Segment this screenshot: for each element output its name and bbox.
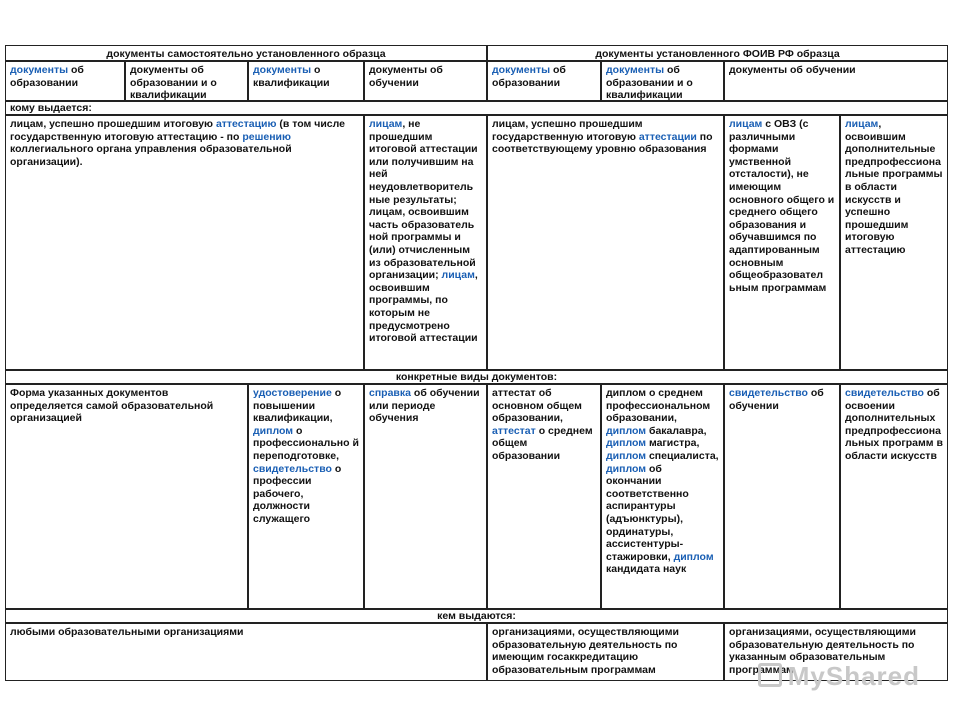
- logo-square-icon: [758, 663, 782, 687]
- issued-by-fed-accred: организациями, осуществляющими образовательную деятельность по имеющим госаккредитацию образовательным программам: [487, 623, 724, 681]
- section-issued-by: кем выдаются:: [5, 609, 948, 623]
- col-self-edu-qual: документы об образовании и о квалификации: [125, 61, 248, 101]
- col-self-qual: документы о квалификации: [248, 61, 364, 101]
- issued-to-self-train: лицам, не прошедшим итоговой аттестации или получившим на ней неудовлетворитель ные результаты; лицам, освоившим часть образователь ной программы и (или) отчисленным из образовательной организации; лицам, освоившим программы, по которым не предусмотрено итоговой аттестации: [364, 115, 487, 370]
- col-self-edu: документы об образовании: [5, 61, 125, 101]
- issued-by-fed-programs: организациями, осуществляющими образовательную деятельность по указанным образовательным программам: [724, 623, 948, 681]
- types-fed-edu: аттестат об основном общем образовании, аттестат о среднем общем образовании: [487, 384, 601, 609]
- types-fed-edu-qual: диплом о среднем профессиональном образовании, диплом бакалавра, диплом магистра, диплом специалиста, диплом об окончании соответственно аспирантуры (адъюнктуры), ординатуры, ассистентуры-стажировки, диплом кандидата наук: [601, 384, 724, 609]
- types-fed-train: свидетельство об обучении: [724, 384, 840, 609]
- issued-to-fed-main: лицам, успешно прошедшим государственную итоговую аттестации по соответствующему уровню образования: [487, 115, 724, 370]
- section-specific-types: конкретные виды документов:: [5, 370, 948, 384]
- col-fed-edu-qual: документы об образовании и о квалификации: [601, 61, 724, 101]
- col-self-train: документы об обучении: [364, 61, 487, 101]
- types-self-qual: удостоверение о повышении квалификации, диплом о профессионально й переподготовке, свидетельство о профессии рабочего, должности служащего: [248, 384, 364, 609]
- issued-by-self: любыми образовательными организациями: [5, 623, 487, 681]
- section-issued-to: кому выдается:: [5, 101, 948, 115]
- watermark-logo: MyShared: [758, 661, 920, 692]
- types-fed-art: свидетельство об освоении дополнительных предпрофессиона льных программ в области искусств: [840, 384, 948, 609]
- issued-to-self-main: лицам, успешно прошедшим итоговую аттестацию (в том числе государственную итоговую аттестацию - по решению коллегиального органа управления образовательной организации).: [5, 115, 364, 370]
- types-self-main: Форма указанных документов определяется самой образовательной организацией: [5, 384, 248, 609]
- issued-to-fed-art: лицам, освоившим дополнительные предпрофессиона льные программы в области искусств и успешно прошедшим итоговую аттестацию: [840, 115, 948, 370]
- col-fed-train: документы об обучении: [724, 61, 948, 101]
- header-self: документы самостоятельно установленного образца: [5, 45, 487, 61]
- issued-to-fed-ovz: лицам с ОВЗ (с различными формами умственной отсталости), не имеющим основного общего и среднего общего образования и обучавшимся по адаптированным основным общеобразовател ьным программам: [724, 115, 840, 370]
- col-fed-edu: документы об образовании: [487, 61, 601, 101]
- header-fed: документы установленного ФОИВ РФ образца: [487, 45, 948, 61]
- types-self-train: справка об обучении или периоде обучения: [364, 384, 487, 609]
